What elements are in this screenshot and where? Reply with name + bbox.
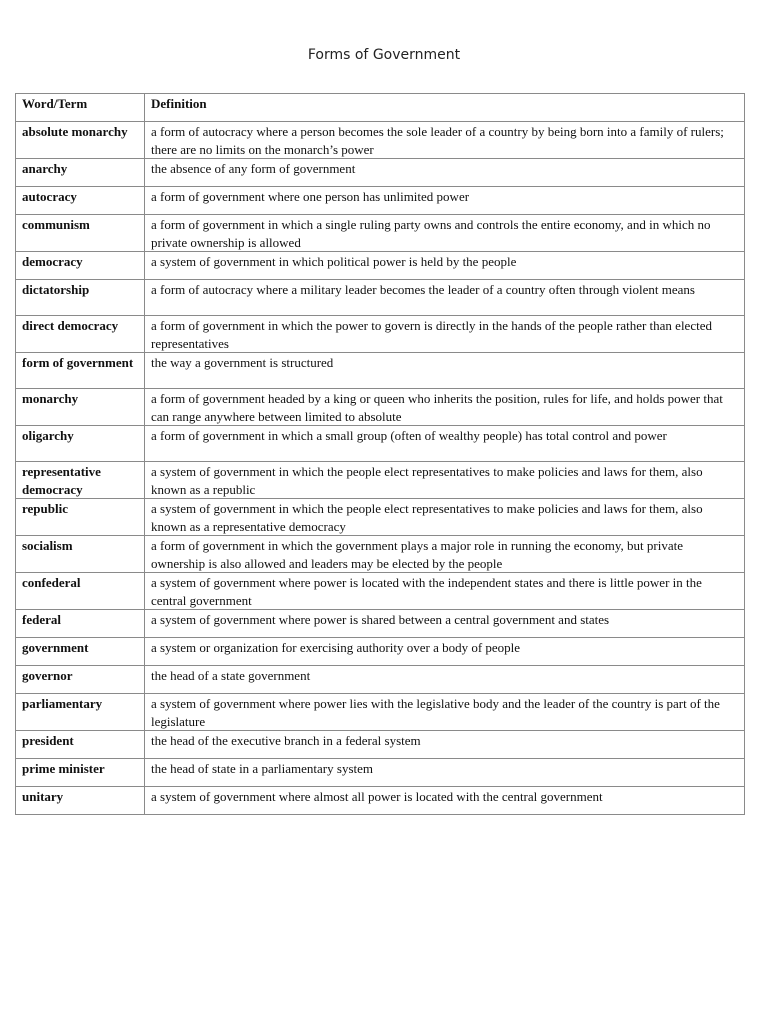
definition-cell: a form of government in which the power to govern is directly in the hands of the people rather than elected representatives (145, 316, 745, 353)
definition-cell: a system of government where power is located with the independent states and there is little power in the central government (145, 573, 745, 610)
definition-cell: the absence of any form of government (145, 159, 745, 187)
term-cell: anarchy (16, 159, 145, 187)
table-row (16, 159, 745, 187)
term-cell: socialism (16, 536, 145, 573)
table-row (16, 536, 745, 573)
definition-cell: the head of state in a parliamentary system (145, 759, 745, 787)
term-cell: democracy (16, 252, 145, 280)
table-row (16, 187, 745, 215)
term-cell: dictatorship (16, 280, 145, 316)
term-cell: unitary (16, 787, 145, 815)
table-row (16, 666, 745, 694)
definition-cell: a system of government in which the people elect representatives to make policies and laws for them, also known as a representative democracy (145, 499, 745, 536)
term-cell: absolute monarchy (16, 122, 145, 159)
term-cell: representative democracy (16, 462, 145, 499)
definition-cell: a form of government headed by a king or queen who inherits the position, rules for life, and holds power that can range anywhere between limited to absolute (145, 389, 745, 426)
definition-cell: a system of government where power is shared between a central government and states (145, 610, 745, 638)
definition-cell: a form of autocracy where a person becomes the sole leader of a country by being born into a family of rulers; there are no limits on the monarch’s power (145, 122, 745, 159)
table-row (16, 122, 745, 159)
term-cell: direct democracy (16, 316, 145, 353)
table-row (16, 610, 745, 638)
term-cell: confederal (16, 573, 145, 610)
table-row (16, 280, 745, 316)
table-row (16, 426, 745, 462)
table-row (16, 573, 745, 610)
term-cell: prime minister (16, 759, 145, 787)
term-cell: government (16, 638, 145, 666)
definition-cell: a form of government in which a single ruling party owns and controls the entire economy, and in which no private ownership is allowed (145, 215, 745, 252)
term-cell: federal (16, 610, 145, 638)
table-row (16, 638, 745, 666)
table-row (16, 316, 745, 353)
table-row (16, 731, 745, 759)
term-cell: parliamentary (16, 694, 145, 731)
term-cell: president (16, 731, 145, 759)
term-cell: autocracy (16, 187, 145, 215)
table-row (16, 787, 745, 815)
definition-cell: the head of a state government (145, 666, 745, 694)
definition-cell: a system of government where power lies with the legislative body and the leader of the country is part of the legislature (145, 694, 745, 731)
glossary-table (15, 93, 745, 815)
table-row (16, 462, 745, 499)
table-row (16, 759, 745, 787)
definition-cell: the way a government is structured (145, 353, 745, 389)
definition-cell: a form of government in which a small group (often of wealthy people) has total control and power (145, 426, 745, 462)
table-row (16, 694, 745, 731)
term-cell: oligarchy (16, 426, 145, 462)
table-row (16, 252, 745, 280)
table-row (16, 215, 745, 252)
header-row (16, 94, 745, 122)
definition-cell: a system or organization for exercising authority over a body of people (145, 638, 745, 666)
term-cell: monarchy (16, 389, 145, 426)
definition-cell: the head of the executive branch in a federal system (145, 731, 745, 759)
term-cell: form of government (16, 353, 145, 389)
definition-cell: a system of government in which the people elect representatives to make policies and laws for them, also known as a republic (145, 462, 745, 499)
definition-cell: a form of autocracy where a military leader becomes the leader of a country often through violent means (145, 280, 745, 316)
definition-cell: a system of government where almost all power is located with the central government (145, 787, 745, 815)
definition-cell: a system of government in which political power is held by the people (145, 252, 745, 280)
term-cell: governor (16, 666, 145, 694)
term-cell: communism (16, 215, 145, 252)
page-title: Forms of Government (307, 47, 461, 63)
term-cell: republic (16, 499, 145, 536)
table-row (16, 353, 745, 389)
table-row (16, 389, 745, 426)
table-row (16, 499, 745, 536)
definition-cell: a form of government in which the government plays a major role in running the economy, but private ownership is also allowed and leaders may be elected by the people (145, 536, 745, 573)
header-definition: Definition (145, 94, 745, 122)
header-term: Word/Term (16, 94, 145, 122)
definition-cell: a form of government where one person has unlimited power (145, 187, 745, 215)
